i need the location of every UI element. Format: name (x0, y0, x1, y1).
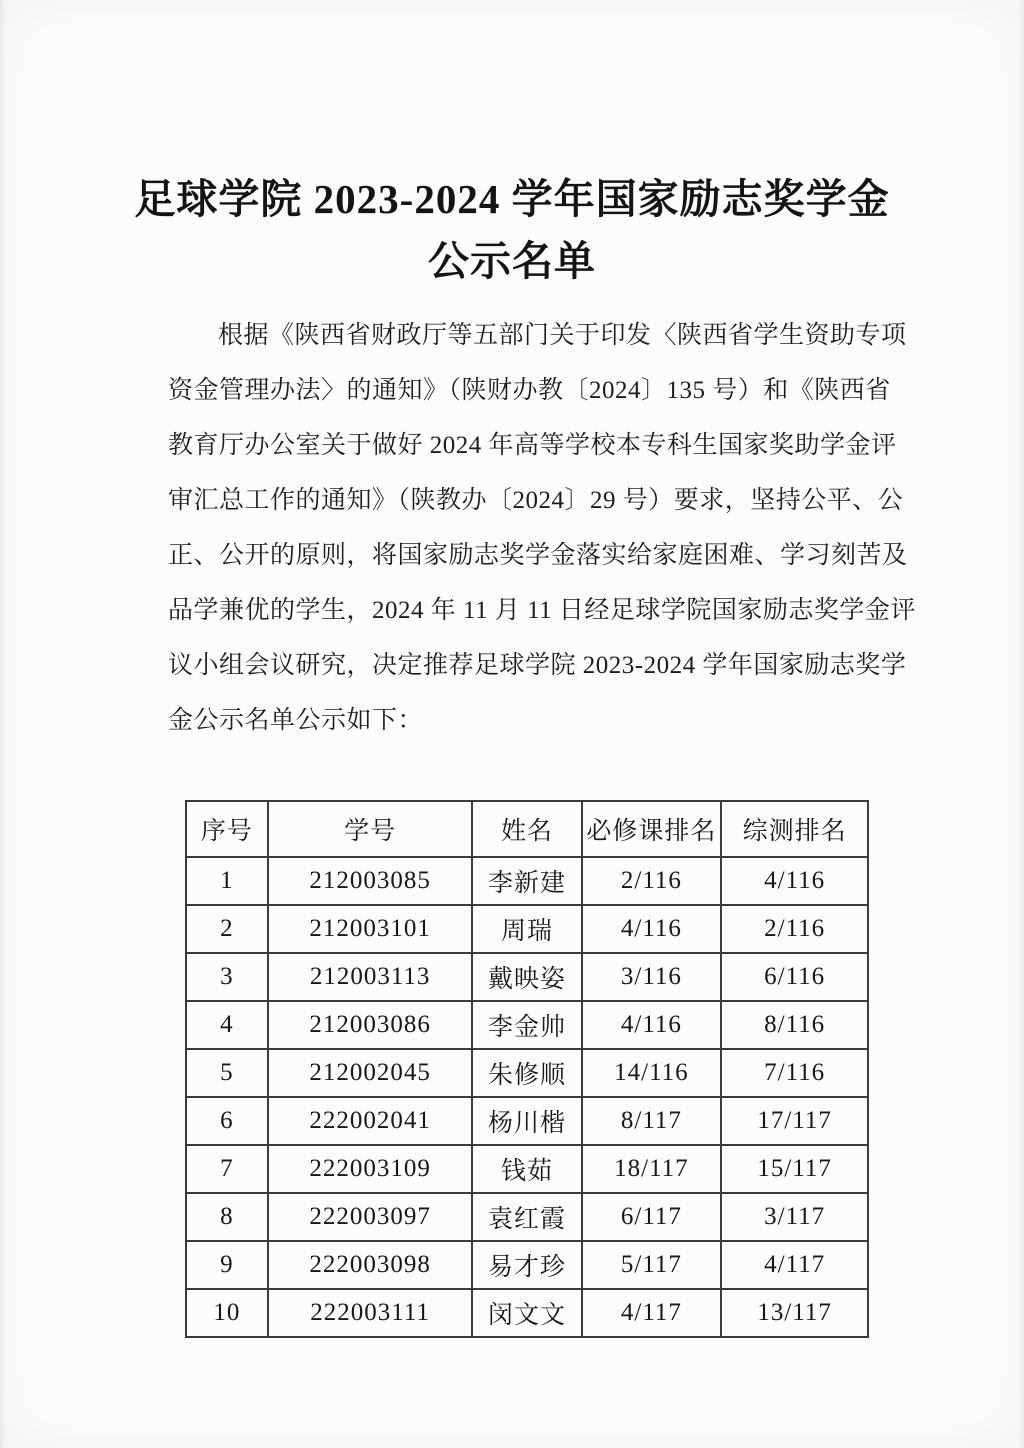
table-header-row (186, 801, 868, 857)
table-cell: 8 (186, 1193, 268, 1241)
table-cell: 3 (186, 953, 268, 1001)
table-cell: 212003085 (268, 857, 473, 905)
table-cell: 5 (186, 1049, 268, 1097)
table-cell: 戴映姿 (472, 953, 581, 1001)
paragraph-line: 资金管理办法〉的通知》（陕财办教〔2024〕135 号）和《陕西省 (168, 377, 891, 404)
table-cell: 6 (186, 1097, 268, 1145)
table-cell: 222003098 (268, 1241, 473, 1289)
table-row (186, 953, 868, 1001)
table-row (186, 1193, 868, 1241)
paragraph-line: 金公示名单公示如下： (168, 707, 424, 734)
table-cell: 13/117 (721, 1289, 868, 1337)
paragraph-line: 教育厅办公室关于做好 2024 年高等学校本专科生国家奖助学金评 (168, 432, 897, 459)
table-row (186, 1049, 868, 1097)
table-cell: 闵文文 (472, 1289, 581, 1337)
table-cell: 2/116 (721, 905, 868, 953)
table-cell: 7 (186, 1145, 268, 1193)
table-cell: 222003111 (268, 1289, 473, 1337)
table-cell: 8/117 (582, 1097, 722, 1145)
table-cell: 3/116 (582, 953, 722, 1001)
table-cell: 17/117 (721, 1097, 868, 1145)
table-cell: 朱修顺 (472, 1049, 581, 1097)
table-cell: 222003109 (268, 1145, 473, 1193)
paragraph-line: 正、公开的原则，将国家励志奖学金落实给家庭困难、学习刻苦及 (168, 542, 908, 569)
table-cell: 14/116 (582, 1049, 722, 1097)
table-cell: 2 (186, 905, 268, 953)
table-row (186, 1097, 868, 1145)
table-header-cell: 学号 (268, 801, 473, 857)
table-header-cell: 综测排名 (721, 801, 868, 857)
table-cell: 1 (186, 857, 268, 905)
table-cell: 15/117 (721, 1145, 868, 1193)
document-title-line2: 公示名单 (428, 238, 596, 284)
document-title (0, 0, 1024, 292)
table-cell: 3/117 (721, 1193, 868, 1241)
document-title-line1: 足球学院 2023-2024 学年国家励志奖学金 (134, 176, 890, 222)
table-cell: 袁红霞 (472, 1193, 581, 1241)
table-cell: 212003101 (268, 905, 473, 953)
table-cell: 6/117 (582, 1193, 722, 1241)
table-cell: 9 (186, 1241, 268, 1289)
paragraph-line: 审汇总工作的通知》（陕教办〔2024〕29 号）要求，坚持公平、公 (168, 487, 904, 514)
table-cell: 李新建 (472, 857, 581, 905)
table-cell: 10 (186, 1289, 268, 1337)
table-row (186, 1289, 868, 1337)
table-row (186, 1145, 868, 1193)
table-cell: 7/116 (721, 1049, 868, 1097)
table-header-cell: 序号 (186, 801, 268, 857)
table-cell: 李金帅 (472, 1001, 581, 1049)
paragraph-line: 根据《陕西省财政厅等五部门关于印发〈陕西省学生资助专项 (218, 322, 907, 349)
table-row (186, 857, 868, 905)
table-cell: 222003097 (268, 1193, 473, 1241)
table-row (186, 905, 868, 953)
table-row (186, 801, 868, 857)
table-cell: 212002045 (268, 1049, 473, 1097)
table-row (186, 1001, 868, 1049)
table-cell: 18/117 (582, 1145, 722, 1193)
paragraph-line: 议小组会议研究，决定推荐足球学院 2023-2024 学年国家励志奖学 (168, 652, 907, 679)
table-cell: 4 (186, 1001, 268, 1049)
table-cell: 4/116 (721, 857, 868, 905)
table-cell: 4/116 (582, 1001, 722, 1049)
paragraph-line: 品学兼优的学生，2024 年 11 月 11 日经足球学院国家励志奖学金评 (168, 597, 916, 624)
table-cell: 周瑞 (472, 905, 581, 953)
table-cell: 杨川楷 (472, 1097, 581, 1145)
table-body (186, 857, 868, 1337)
table-cell: 钱茹 (472, 1145, 581, 1193)
table-cell: 4/116 (582, 905, 722, 953)
table-cell: 6/116 (721, 953, 868, 1001)
table-row (186, 1241, 868, 1289)
table-cell: 4/117 (582, 1289, 722, 1337)
table-cell: 易才珍 (472, 1241, 581, 1289)
table-cell: 212003086 (268, 1001, 473, 1049)
table-header-cell: 必修课排名 (582, 801, 722, 857)
table-cell: 222002041 (268, 1097, 473, 1145)
table-cell: 212003113 (268, 953, 473, 1001)
table-cell: 5/117 (582, 1241, 722, 1289)
table-cell: 8/116 (721, 1001, 868, 1049)
body-paragraph (168, 308, 916, 748)
scholarship-table (185, 800, 869, 1338)
table-cell: 4/117 (721, 1241, 868, 1289)
table-header-cell: 姓名 (472, 801, 581, 857)
table-cell: 2/116 (582, 857, 722, 905)
